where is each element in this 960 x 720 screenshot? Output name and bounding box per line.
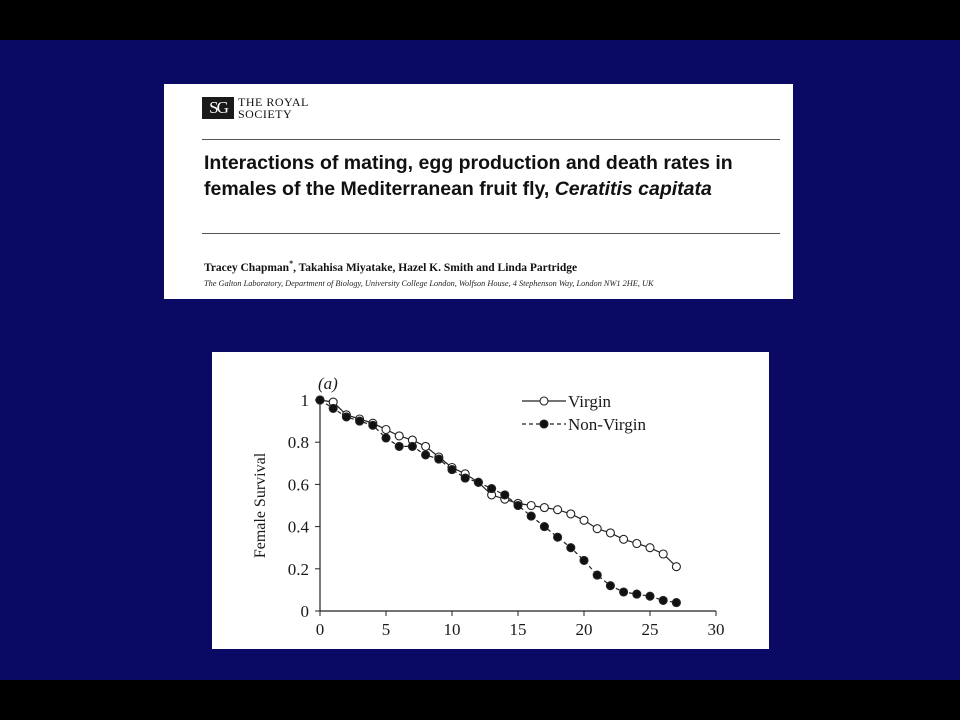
legend-marker-non-virgin [540, 420, 548, 428]
paper-header [164, 84, 793, 299]
data-point-non-virgin [606, 582, 614, 590]
publisher-name [238, 96, 309, 120]
data-point-non-virgin [620, 588, 628, 596]
paper-affiliation: The Galton Laboratory, Department of Biology, University College London, Wolfson House, 4 Stephenson Way, London NW1 2HE, UK [204, 279, 654, 288]
other-authors: , Takahisa Miyatake, Hazel K. Smith and Linda Partridge [293, 261, 578, 274]
data-point-virgin [580, 516, 588, 524]
data-point-non-virgin [408, 442, 416, 450]
chart-axes [252, 374, 725, 639]
data-point-non-virgin [316, 396, 324, 404]
data-point-non-virgin [672, 599, 680, 607]
x-tick-label: 15 [509, 620, 527, 639]
data-point-virgin [659, 550, 667, 558]
data-point-non-virgin [448, 466, 456, 474]
paper-title-species: Ceratitis capitata [554, 178, 712, 200]
data-point-non-virgin [369, 421, 377, 429]
y-tick-label: 1 [300, 391, 309, 410]
data-point-non-virgin [342, 413, 350, 421]
data-point-non-virgin [329, 404, 337, 412]
paper-authors [204, 259, 784, 274]
data-point-non-virgin [593, 571, 601, 579]
data-point-virgin [606, 529, 614, 537]
publisher-name-line-2: SOCIETY [238, 107, 293, 121]
survival-chart [212, 352, 769, 649]
data-point-virgin [593, 525, 601, 533]
y-tick-label: 0.2 [287, 559, 309, 579]
chart-legend [522, 392, 646, 434]
data-point-virgin [646, 544, 654, 552]
figure-panel [212, 352, 769, 649]
x-tick-label: 5 [381, 620, 391, 639]
data-point-virgin [567, 510, 575, 518]
x-tick-label: 30 [707, 620, 725, 639]
data-point-non-virgin [633, 590, 641, 598]
x-tick-label: 20 [575, 620, 593, 639]
publisher-name-line-1: THE ROYAL [238, 95, 309, 109]
data-point-virgin [395, 432, 403, 440]
data-point-non-virgin [527, 512, 535, 520]
paper-title-text: Interactions of mating, egg production and death rates in females of the Mediterranean fruit fly, [204, 152, 733, 200]
legend-marker-virgin [540, 397, 548, 405]
data-point-virgin [527, 502, 535, 510]
data-point-virgin [382, 426, 390, 434]
data-point-non-virgin [646, 592, 654, 600]
paper-title [204, 150, 784, 202]
legend-label-virgin: Virgin [568, 392, 612, 411]
data-point-virgin [633, 540, 641, 548]
header-rule-bottom [202, 233, 780, 234]
data-point-non-virgin [474, 478, 482, 486]
data-point-non-virgin [356, 417, 364, 425]
data-point-non-virgin [514, 502, 522, 510]
data-point-virgin [540, 504, 548, 512]
data-point-virgin [422, 442, 430, 450]
data-point-non-virgin [395, 442, 403, 450]
data-point-non-virgin [554, 533, 562, 541]
data-point-non-virgin [382, 434, 390, 442]
data-point-virgin [554, 506, 562, 514]
y-tick-label: 0 [300, 602, 309, 621]
data-point-non-virgin [501, 491, 509, 499]
data-point-non-virgin [580, 556, 588, 564]
data-point-non-virgin [540, 523, 548, 531]
royal-society-logo: SG [202, 97, 234, 119]
y-tick-label: 0.4 [287, 517, 309, 537]
y-tick-label: 0.6 [287, 475, 309, 495]
first-author: Tracey Chapman [204, 261, 290, 274]
data-point-non-virgin [488, 485, 496, 493]
x-tick-label: 25 [641, 620, 659, 639]
y-tick-label: 0.8 [287, 433, 309, 453]
header-rule-top [202, 139, 780, 140]
x-tick-label: 10 [443, 620, 461, 639]
panel-label: (a) [318, 374, 338, 393]
data-point-non-virgin [567, 544, 575, 552]
data-point-non-virgin [659, 596, 667, 604]
y-axis-label: Female Survival [252, 452, 269, 559]
data-point-virgin [672, 563, 680, 571]
legend-label-non-virgin: Non-Virgin [568, 415, 646, 434]
x-tick-label: 0 [315, 620, 325, 639]
data-point-non-virgin [461, 474, 469, 482]
data-point-virgin [620, 535, 628, 543]
data-point-non-virgin [435, 455, 443, 463]
corresponding-author-marker: * [289, 259, 294, 268]
data-point-non-virgin [422, 451, 430, 459]
